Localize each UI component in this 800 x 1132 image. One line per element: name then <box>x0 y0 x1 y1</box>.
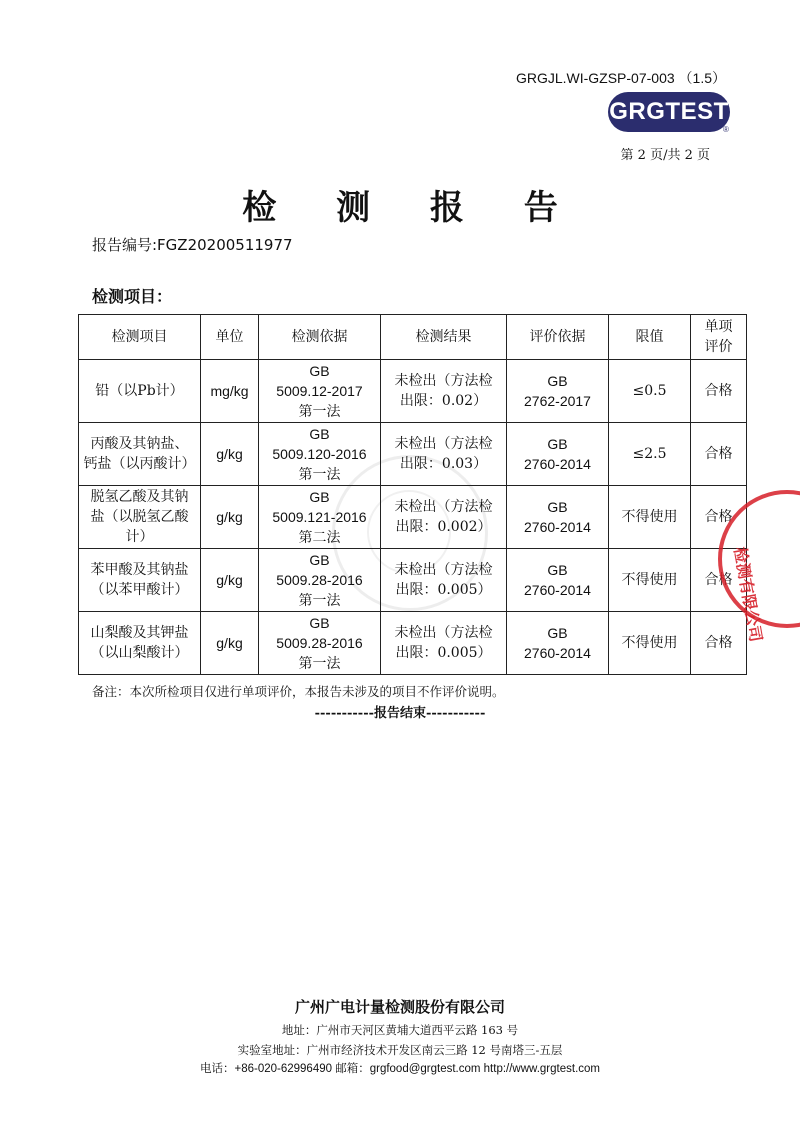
cell-single-eval: 合格 <box>691 612 747 675</box>
results-table <box>78 314 747 675</box>
header-unit: 单位 <box>201 315 259 360</box>
cell-eval-basis: GB 2760-2014 <box>507 486 609 549</box>
cell-single-eval: 合格 <box>691 360 747 423</box>
cell-basis: GB 5009.120-2016 第一法 <box>259 423 381 486</box>
cell-eval-basis: GB 2760-2014 <box>507 612 609 675</box>
cell-limit: 不得使用 <box>609 612 691 675</box>
cell-eval-basis: GB 2760-2014 <box>507 549 609 612</box>
grgtest-logo: GRGTEST <box>608 92 730 132</box>
cell-result: 未检出（方法检 出限：0.002） <box>381 486 507 549</box>
company-address: 地址：广州市天河区黄埔大道西平云路 163 号 <box>281 1023 519 1037</box>
cell-single-eval: 合格 <box>691 423 747 486</box>
cell-single-eval: 合格 <box>691 549 747 612</box>
page-number: 第 2 页/共 2 页 <box>620 148 710 163</box>
header-limit: 限值 <box>609 315 691 360</box>
cell-unit: g/kg <box>201 549 259 612</box>
cell-basis: GB 5009.121-2016 第二法 <box>259 486 381 549</box>
cell-result: 未检出（方法检 出限：0.02） <box>381 360 507 423</box>
report-end-marker: -----------报告结束----------- <box>314 706 486 721</box>
header-basis: 检测依据 <box>259 315 381 360</box>
cell-result: 未检出（方法检 出限：0.005） <box>381 549 507 612</box>
cell-eval-basis: GB 2762-2017 <box>507 360 609 423</box>
cell-limit: 不得使用 <box>609 549 691 612</box>
header-result: 检测结果 <box>381 315 507 360</box>
remark-note: 备注：本次所检项目仅进行单项评价，本报告未涉及的项目不作评价说明。 <box>92 684 505 699</box>
cell-result: 未检出（方法检 出限：0.005） <box>381 612 507 675</box>
lab-address: 实验室地址：广州市经济技术开发区南云三路 12 号南塔三-五层 <box>237 1043 563 1057</box>
cell-single-eval: 合格 <box>691 486 747 549</box>
seal-text: 检测有限公司 <box>730 545 766 644</box>
table-row <box>79 612 747 675</box>
cell-item: 苯甲酸及其钠盐 （以苯甲酸计） <box>79 549 201 612</box>
report-title: 检 测 报 告 <box>242 188 582 228</box>
cell-item: 脱氢乙酸及其钠 盐（以脱氢乙酸 计） <box>79 486 201 549</box>
cell-limit: ≤0.5 <box>609 360 691 423</box>
registered-mark: ® <box>723 125 729 134</box>
section-title: 检测项目： <box>92 287 173 306</box>
contact-info: 电话：+86-020-62996490 邮箱：grgfood@grgtest.com http://www.grgtest.com <box>200 1063 600 1075</box>
document-code: GRGJL.WI-GZSP-07-003 （1.5） <box>515 70 726 86</box>
table-row <box>79 360 747 423</box>
table-row <box>79 486 747 549</box>
cell-unit: g/kg <box>201 486 259 549</box>
cell-basis: GB 5009.28-2016 第一法 <box>259 612 381 675</box>
cell-item: 山梨酸及其钾盐 （以山梨酸计） <box>79 612 201 675</box>
cell-limit: 不得使用 <box>609 486 691 549</box>
cell-result: 未检出（方法检 出限：0.03） <box>381 423 507 486</box>
company-name: 广州广电计量检测股份有限公司 <box>294 998 505 1016</box>
cell-basis: GB 5009.12-2017 第一法 <box>259 360 381 423</box>
cell-item: 丙酸及其钠盐、 钙盐（以丙酸计） <box>79 423 201 486</box>
table-row <box>79 549 747 612</box>
table-header-row <box>79 315 747 360</box>
table-row <box>79 423 747 486</box>
cell-unit: mg/kg <box>201 360 259 423</box>
header-item: 检测项目 <box>79 315 201 360</box>
cell-limit: ≤2.5 <box>609 423 691 486</box>
header-single-eval: 单项 评价 <box>691 315 747 360</box>
report-number: 报告编号:FGZ20200511977 <box>92 236 293 254</box>
cell-unit: g/kg <box>201 423 259 486</box>
cell-eval-basis: GB 2760-2014 <box>507 423 609 486</box>
header-eval-basis: 评价依据 <box>507 315 609 360</box>
cell-unit: g/kg <box>201 612 259 675</box>
cell-item: 铅（以Pb计） <box>79 360 201 423</box>
cell-basis: GB 5009.28-2016 第一法 <box>259 549 381 612</box>
